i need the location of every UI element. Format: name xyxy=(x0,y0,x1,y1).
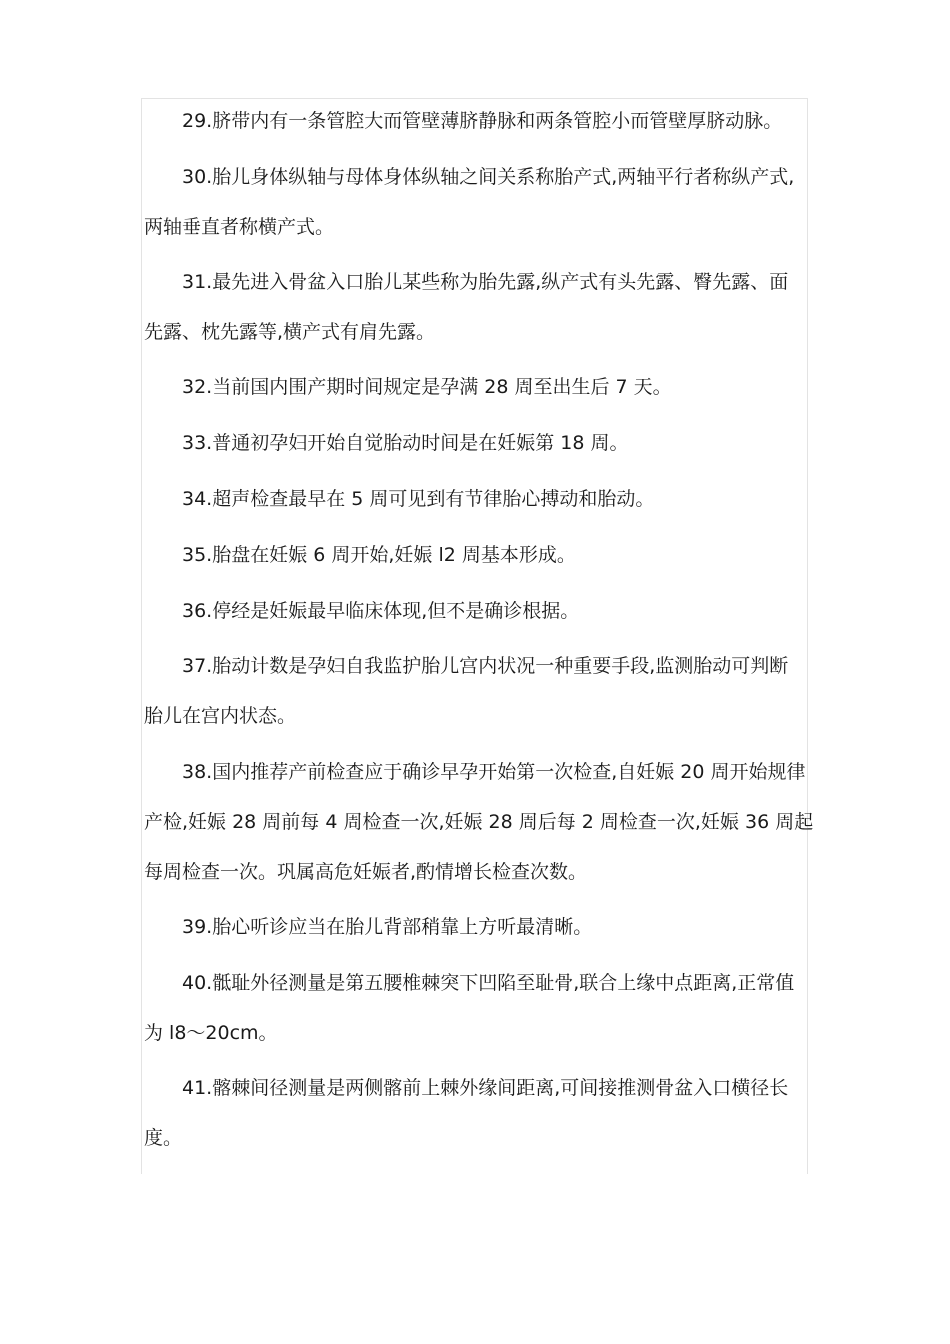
paragraph-39 xyxy=(144,902,804,952)
paragraph-line: 41.髂棘间径测量是两侧髂前上棘外缘间距离,可间接推测骨盆入口横径长 xyxy=(182,1077,789,1099)
paragraph-line: 两轴垂直者称横产式。 xyxy=(144,216,335,238)
paragraph-line: 35.胎盘在妊娠 6 周开始,妊娠 l2 周基本形成。 xyxy=(182,544,576,566)
paragraph-line: 30.胎儿身体纵轴与母体身体纵轴之间关系称胎产式,两轴平行者称纵产式, xyxy=(182,166,795,188)
paragraph-line: 每周检查一次。巩属高危妊娠者,酌情增长检查次数。 xyxy=(144,861,588,883)
paragraph-30 xyxy=(144,152,804,252)
paragraph-line: 33.普通初孕妇开始自觉胎动时间是在妊娠第 18 周。 xyxy=(182,432,629,454)
paragraph-line: 产检,妊娠 28 周前每 4 周检查一次,妊娠 28 周后每 2 周检查一次,妊娠 36 周起 xyxy=(144,811,814,833)
paragraph-line: 胎儿在宫内状态。 xyxy=(144,705,297,727)
paragraph-line: 37.胎动计数是孕妇自我监护胎儿宫内状况一种重要手段,监测胎动可判断 xyxy=(182,655,789,677)
paragraph-line: 38.国内推荐产前检查应于确诊早孕开始第一次检查,自妊娠 20 周开始规律 xyxy=(182,761,806,783)
paragraph-37 xyxy=(144,641,804,741)
paragraph-32 xyxy=(144,362,804,412)
paragraph-line: 先露、枕先露等,横产式有肩先露。 xyxy=(144,321,436,343)
paragraph-line: 32.当前国内围产期时间规定是孕满 28 周至出生后 7 天。 xyxy=(182,376,672,398)
paragraph-line: 39.胎心听诊应当在胎儿背部稍靠上方听最清晰。 xyxy=(182,916,593,938)
paragraph-line: 为 l8～20cm。 xyxy=(144,1022,278,1044)
paragraph-line: 36.停经是妊娠最早临床体现,但不是确诊根据。 xyxy=(182,600,580,622)
paragraph-34 xyxy=(144,474,804,524)
paragraph-line: 29.脐带内有一条管腔大而管壁薄脐静脉和两条管腔小而管壁厚脐动脉。 xyxy=(182,110,783,132)
paragraph-line: 40.骶耻外径测量是第五腰椎棘突下凹陷至耻骨,联合上缘中点距离,正常值 xyxy=(182,972,795,994)
paragraph-33 xyxy=(144,418,804,468)
paragraph-36 xyxy=(144,586,804,636)
paragraph-line: 31.最先进入骨盆入口胎儿某些称为胎先露,纵产式有头先露、臀先露、面 xyxy=(182,271,789,293)
paragraph-line: 度。 xyxy=(144,1127,183,1149)
paragraph-40 xyxy=(144,958,804,1058)
paragraph-41 xyxy=(144,1063,804,1163)
paragraph-35 xyxy=(144,530,804,580)
paragraph-29 xyxy=(144,96,804,146)
paragraph-38 xyxy=(144,747,814,897)
paragraph-31 xyxy=(144,257,804,357)
paragraph-line: 34.超声检查最早在 5 周可见到有节律胎心搏动和胎动。 xyxy=(182,488,655,510)
